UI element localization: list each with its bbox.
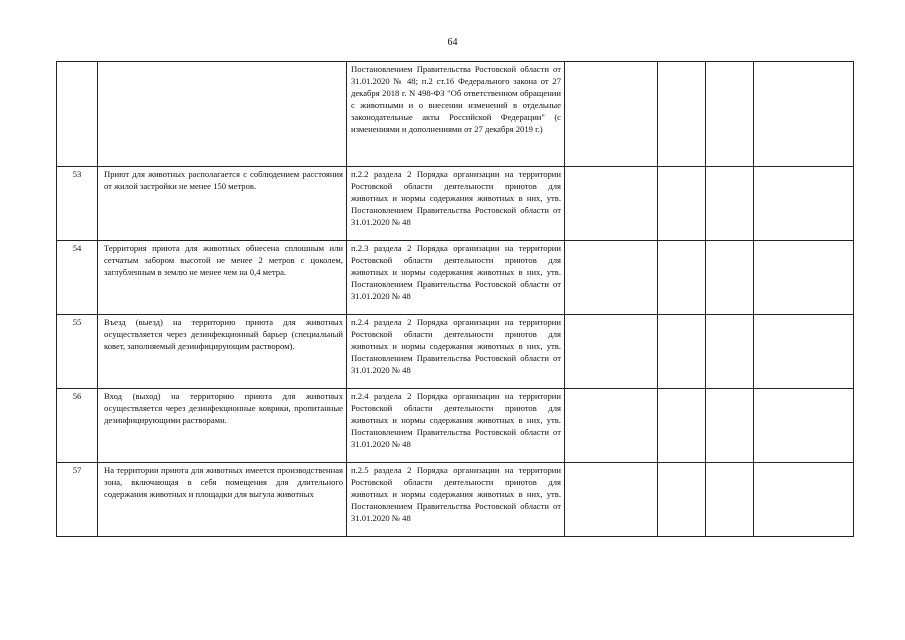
page-number: 64 xyxy=(447,37,458,48)
answer-cell xyxy=(706,62,754,167)
requirement-text: Вход (выход) на территорию приюта для животных осуществляется через дезинфекционные коврики, пропитанные дезинфицирующими растворами. xyxy=(98,389,347,463)
reference-text: п.2.3 раздела 2 Порядка организации на территории Ростовской области деятельности приютов для животных и нормы содержания животных в них, утв. Постановлением Правительства Ростовской области от 31.01.2020 № 48 xyxy=(347,241,565,315)
answer-cell xyxy=(658,463,706,537)
answer-cell xyxy=(565,241,658,315)
row-number-cell xyxy=(57,62,98,167)
table-row xyxy=(57,389,854,463)
reference-text: п.2.4 раздела 2 Порядка организации на территории Ростовской области деятельности приютов для животных и нормы содержания животных в них, утв. Постановлением Правительства Ростовской области от 31.01.2020 № 48 xyxy=(347,389,565,463)
answer-cell xyxy=(658,241,706,315)
comment-cell xyxy=(754,62,854,167)
answer-cell xyxy=(658,315,706,389)
table-row xyxy=(57,167,854,241)
reference-text: п.2.2 раздела 2 Порядка организации на территории Ростовской области деятельности приютов для животных и нормы содержания животных в них, утв. Постановлением Правительства Ростовской области от 31.01.2020 № 48 xyxy=(347,167,565,241)
comment-cell xyxy=(754,167,854,241)
answer-cell xyxy=(658,167,706,241)
row-number: 57 xyxy=(57,463,98,537)
answer-cell xyxy=(706,315,754,389)
answer-cell xyxy=(565,167,658,241)
answer-cell xyxy=(565,463,658,537)
reference-text: п.2.4 раздела 2 Порядка организации на территории Ростовской области деятельности приютов для животных и нормы содержания животных в них, утв. Постановлением Правительства Ростовской области от 31.01.2020 № 48 xyxy=(347,315,565,389)
requirement-text: Приют для животных располагается с соблюдением расстояния от жилой застройки не менее 150 метров. xyxy=(98,167,347,241)
requirement-text: Въезд (выезд) на территорию приюта для животных осуществляется через дезинфекционный барьер (специальный ковет, заполняемый дезинфицирующим раствором). xyxy=(98,315,347,389)
answer-cell xyxy=(565,315,658,389)
reference-cell xyxy=(347,62,565,167)
table-row xyxy=(57,463,854,537)
answer-cell xyxy=(706,167,754,241)
comment-cell xyxy=(754,315,854,389)
comment-cell xyxy=(754,241,854,315)
requirement-cell xyxy=(98,62,347,167)
answer-cell xyxy=(706,463,754,537)
requirement-text: На территории приюта для животных имеется производственная зона, включающая в себя помещения для длительного содержания животных и площадки для выгула животных xyxy=(98,463,347,537)
table-row-continuation xyxy=(57,62,854,167)
answer-cell xyxy=(706,389,754,463)
comment-cell xyxy=(754,389,854,463)
continuation-reference-text: Постановлением Правительства Ростовской области от 31.01.2020 № 48; п.2 ст.16 Федерального закона от 27 декабря 2018 г. N 498-ФЗ "Об ответственном обращении с животными и о внесении изменений в отдельные законодательные акты Российской Федерации" (с изменениями и дополнениями от 27 декабря 2019 г.) xyxy=(351,64,561,134)
checklist-table xyxy=(56,61,854,537)
answer-cell xyxy=(658,62,706,167)
answer-cell xyxy=(658,389,706,463)
answer-cell xyxy=(565,62,658,167)
comment-cell xyxy=(754,463,854,537)
row-number: 56 xyxy=(57,389,98,463)
reference-text: п.2.5 раздела 2 Порядка организации на территории Ростовской области деятельности приютов для животных и нормы содержания животных в них, утв. Постановлением Правительства Ростовской области от 31.01.2020 № 48 xyxy=(347,463,565,537)
row-number: 53 xyxy=(57,167,98,241)
table-row xyxy=(57,315,854,389)
requirement-text: Территория приюта для животных обнесена сплошным или сетчатым забором высотой не менее 2 метров с цоколем, заглубленным в землю не менее чем на 0,4 метра. xyxy=(98,241,347,315)
answer-cell xyxy=(565,389,658,463)
row-number: 55 xyxy=(57,315,98,389)
answer-cell xyxy=(706,241,754,315)
table-row xyxy=(57,241,854,315)
row-number: 54 xyxy=(57,241,98,315)
